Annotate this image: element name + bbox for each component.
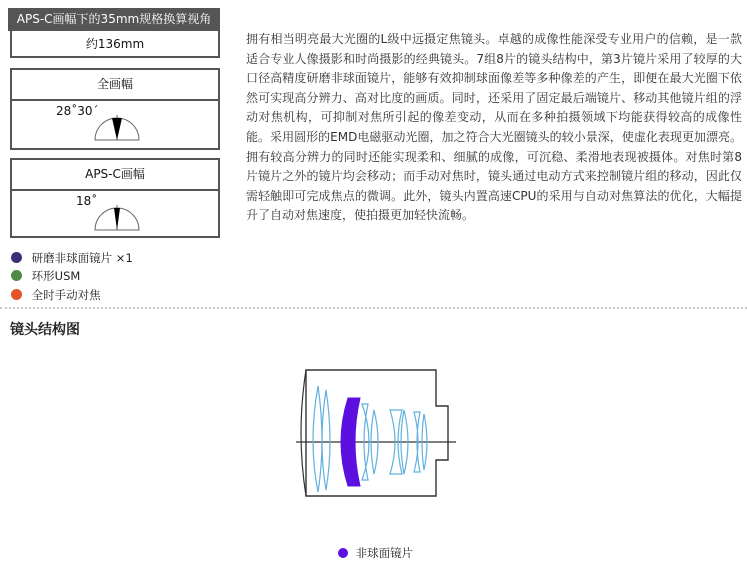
- apsc-label: APS-C画幅: [12, 160, 218, 191]
- section-divider: [0, 307, 747, 309]
- play-dot-icon: [11, 270, 22, 281]
- lens-structure-diagram: [290, 362, 460, 502]
- play-dot-icon: [11, 289, 22, 300]
- equiv-focal-length: 约136mm: [85, 37, 145, 51]
- lens-description: 拥有相当明亮最大光圈的L级中远摄定焦镜头。卓越的成像性能深受专业用户的信赖，是一款适合专业人像摄影和时尚摄影的经典镜头。7组8片的镜头结构中，第3片镜片采用了较厚的大口径高精度研磨非球面镜片，能够有效抑制球面像差等多种像差的产生，即便在最大光圈下依然可实现高分辨力、高对比度的画质。同时，还采用了固定最后端镜片、移动其他镜片组的浮动对焦机构，可抑制对焦所引起的像差变动，从而在多种拍摄领域下均能获得较高的成像性能。采用圆形的EMD电磁驱动光圈，加之符合大光圈镜头的较小景深，使虚化表现更加漂亮。拥有较高分辨力的同时还能实现柔和、细腻的成像，可沉稳、柔滑地表现被摄体。对焦时第8片镜片之外的镜片均会移动；而手动对焦时，镜头通过电动方式来控制镜片组的移动，因此仅需轻触即可完成焦点的微调。此外，镜头内置高速CPU的采用与自动对焦算法的优化，大幅提升了自动对焦速度，使拍摄更加轻快流畅。: [246, 32, 742, 223]
- view-angle-header: APS-C画幅下的35mm规格换算视角: [8, 8, 220, 31]
- apsc-box: [10, 158, 220, 238]
- full-frame-angle-icon: [92, 110, 142, 142]
- aspherical-legend-label: 非球面镜片: [355, 546, 414, 560]
- structure-title: 镜头结构图: [10, 322, 80, 338]
- equiv-focal-box: [10, 31, 220, 58]
- aspherical-dot-icon: [338, 548, 348, 558]
- feature-label: 研磨非球面镜片 ×1: [31, 251, 133, 265]
- apsc-angle: 18˚: [76, 194, 98, 208]
- aspherical-legend: [338, 545, 413, 561]
- apsc-angle-icon: [92, 200, 142, 232]
- full-frame-angle: 28˚30´: [56, 104, 99, 118]
- full-frame-box: [10, 68, 220, 150]
- full-frame-label: 全画幅: [12, 70, 218, 101]
- feature-fulltime-mf: [11, 287, 101, 303]
- play-dot-icon: [11, 252, 22, 263]
- feature-aspherical: [11, 250, 133, 266]
- feature-label: 环形USM: [31, 269, 81, 283]
- feature-label: 全时手动对焦: [31, 288, 101, 302]
- feature-usm: [11, 268, 80, 284]
